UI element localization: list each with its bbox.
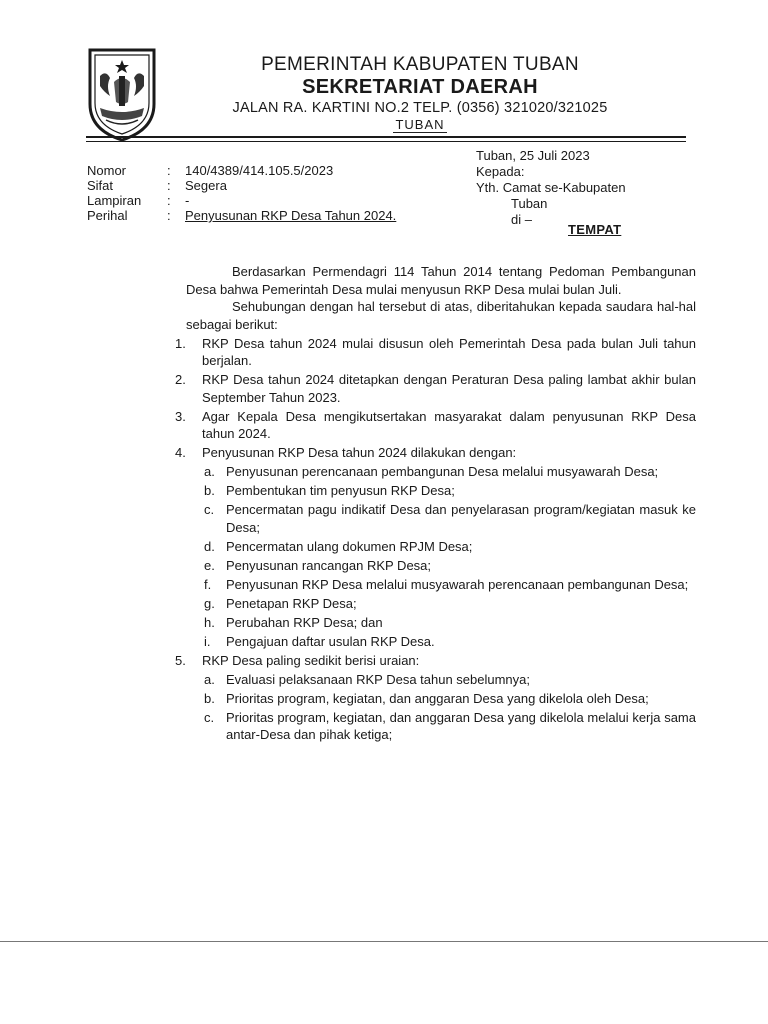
meta-label: Perihal xyxy=(87,208,128,223)
sub-text: Perubahan RKP Desa; dan xyxy=(226,614,383,630)
meta-value-nomor: 140/4389/414.105.5/2023 xyxy=(185,163,334,178)
sub-list-item xyxy=(186,614,696,632)
sub-list-item xyxy=(186,633,696,651)
sub-letter: i. xyxy=(204,633,211,649)
list-text: RKP Desa tahun 2024 ditetapkan dengan Peraturan Desa paling lambat akhir bulan September Tahun 2023. xyxy=(202,372,696,405)
sub-text: Penyusunan RKP Desa melalui musyawarah perencanaan pembangunan Desa; xyxy=(226,576,689,592)
sub-text: Evaluasi pelaksanaan RKP Desa tahun sebelumnya; xyxy=(226,671,531,687)
letterhead-city xyxy=(160,117,680,132)
meta-colon: : xyxy=(167,193,171,208)
recipient-kepada: Kepada: xyxy=(476,164,525,179)
sub-text: Prioritas program, kegiatan, dan anggaran Desa yang dikelola melalui kerja sama antar-Desa dan pihak ketiga; xyxy=(226,709,696,742)
body-paragraph-1: Berdasarkan Permendagri 114 Tahun 2014 tentang Pedoman Pembangunan Desa bahwa Pemerintah Desa mulai menyusun RKP Desa mulai bulan Juli. xyxy=(186,264,696,297)
body-paragraph-2: Sehubungan dengan hal tersebut di atas, diberitahukan kepada saudara hal-hal sebagai berikut: xyxy=(186,299,696,332)
sub-text: Pencermatan ulang dokumen RPJM Desa; xyxy=(226,538,473,554)
list-item xyxy=(175,408,696,443)
list-item xyxy=(175,371,696,406)
sub-list-item xyxy=(186,463,696,481)
list-number: 5. xyxy=(175,652,186,668)
meta-label: Nomor xyxy=(87,163,127,178)
sub-letter: b. xyxy=(204,483,215,498)
tuban-coat-of-arms-icon xyxy=(86,46,158,142)
list-text: Agar Kepala Desa mengikutsertakan masyarakat dalam penyusunan RKP Desa tahun 2024. xyxy=(202,408,696,441)
list-item xyxy=(175,652,696,670)
list-number: 2. xyxy=(175,372,186,387)
sub-list-item xyxy=(186,576,696,594)
sub-letter: d. xyxy=(204,538,215,554)
letterhead-thin-rule xyxy=(86,141,686,142)
recipient-di: di – xyxy=(511,212,532,227)
meta-label: Sifat xyxy=(87,178,114,193)
sub-text: Pencermatan pagu indikatif Desa dan penyelarasan program/kegiatan masuk ke Desa; xyxy=(226,502,696,535)
meta-row-perihal xyxy=(87,208,396,223)
sub-letter: e. xyxy=(204,557,215,573)
sub-letter: h. xyxy=(204,614,215,630)
sub-letter: g. xyxy=(204,595,215,611)
letter-date: Tuban, 25 Juli 2023 xyxy=(476,148,590,163)
sub-letter: a. xyxy=(204,671,215,687)
meta-row-lampiran xyxy=(87,193,396,208)
sub-letter: a. xyxy=(204,464,215,479)
sub-list-item xyxy=(186,557,696,575)
meta-row-sifat xyxy=(87,178,396,193)
sub-letter: f. xyxy=(204,576,212,592)
letter-meta xyxy=(87,163,396,223)
sub-text: Pembentukan tim penyusun RKP Desa; xyxy=(226,483,455,498)
meta-label: Lampiran xyxy=(87,193,142,208)
sub-list-item xyxy=(186,709,696,744)
letterhead-address: JALAN RA. KARTINI NO.2 TELP. (0356) 321020/321025 xyxy=(232,100,608,116)
recipient-city: Tuban xyxy=(511,196,548,211)
sub-list-item xyxy=(186,482,696,500)
list-text: RKP Desa tahun 2024 mulai disusun oleh Pemerintah Desa pada bulan Juli tahun berjalan. xyxy=(202,335,696,368)
letterhead-city-text: TUBAN xyxy=(395,117,445,132)
letter-body xyxy=(175,263,696,744)
recipient-tempat: TEMPAT xyxy=(568,222,622,237)
letterhead-office: SEKRETARIAT DAERAH xyxy=(302,76,538,98)
sub-text: Penyusunan rancangan RKP Desa; xyxy=(226,557,432,573)
meta-colon: : xyxy=(167,163,171,178)
meta-colon: : xyxy=(167,208,171,223)
sub-list-item xyxy=(186,690,696,708)
numbered-list xyxy=(175,335,696,744)
sub-letter: b. xyxy=(204,690,215,706)
list-text: Penyusunan RKP Desa tahun 2024 dilakukan dengan: xyxy=(202,445,517,460)
meta-value-lampiran: - xyxy=(185,193,190,208)
scan-edge-line xyxy=(0,941,768,942)
recipient-yth: Yth. Camat se-Kabupaten xyxy=(476,180,626,195)
sub-list-item xyxy=(186,501,696,536)
letterhead-government: PEMERINTAH KABUPATEN TUBAN xyxy=(261,54,579,75)
list-text: RKP Desa paling sedikit berisi uraian: xyxy=(202,652,420,668)
sub-text: Penetapan RKP Desa; xyxy=(226,595,357,611)
sub-list-item xyxy=(186,595,696,613)
meta-colon: : xyxy=(167,178,171,193)
sub-list-item xyxy=(186,671,696,689)
list-number: 3. xyxy=(175,408,186,424)
sub-letter: c. xyxy=(204,709,215,725)
sub-list-item xyxy=(186,538,696,556)
list-number: 4. xyxy=(175,445,186,460)
sub-text: Prioritas program, kegiatan, dan anggaran Desa yang dikelola oleh Desa; xyxy=(226,690,649,706)
recipient-block xyxy=(476,148,626,228)
sub-text: Pengajuan daftar usulan RKP Desa. xyxy=(226,633,435,649)
meta-value-perihal: Penyusunan RKP Desa Tahun 2024. xyxy=(185,208,397,223)
letterhead-thick-rule xyxy=(86,136,686,138)
sub-text: Penyusunan perencanaan pembangunan Desa melalui musyawarah Desa; xyxy=(226,464,659,479)
sub-letter: c. xyxy=(204,502,215,517)
list-number: 1. xyxy=(175,335,186,351)
list-item xyxy=(175,335,696,370)
list-item xyxy=(175,444,696,462)
meta-row-nomor xyxy=(87,163,396,178)
meta-value-sifat: Segera xyxy=(185,178,227,193)
